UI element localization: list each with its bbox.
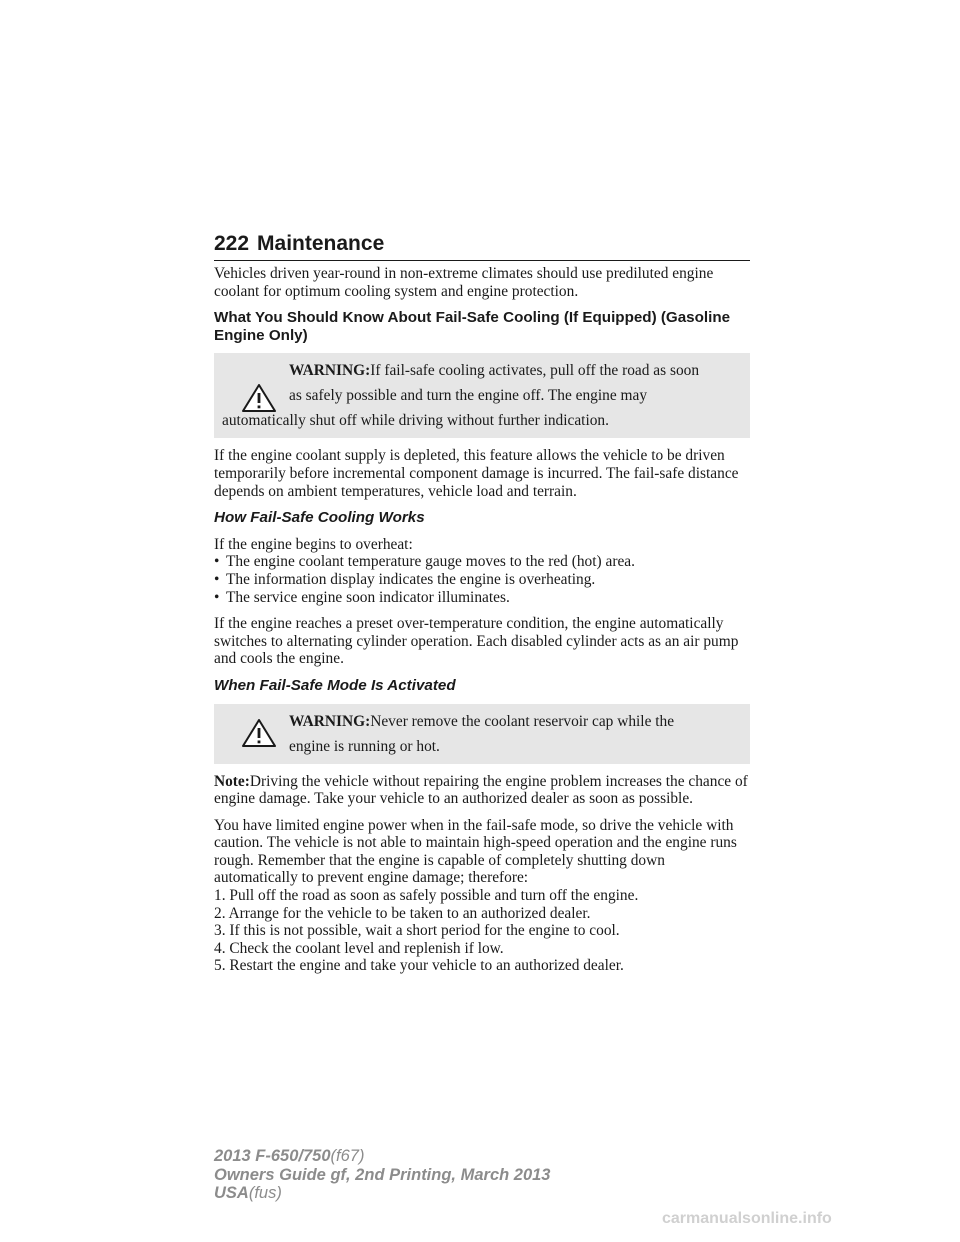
list-item: 4. Check the coolant level and replenish if low. xyxy=(214,939,504,957)
footer-model-code: (f67) xyxy=(330,1147,365,1165)
warning-text-line1: If fail-safe cooling activates, pull off the road as soon xyxy=(370,362,700,380)
warning-box-failsafe xyxy=(214,353,750,438)
note-text: Driving the vehicle without repairing the engine problem increases the chance of engine damage. Take your vehicle to an authorized dealer as soon as possible. xyxy=(214,772,748,808)
overheat-list xyxy=(214,553,750,606)
heading-mode-activated: When Fail-Safe Mode Is Activated xyxy=(214,676,456,694)
note-paragraph xyxy=(214,773,750,808)
list-item: • The service engine soon indicator illuminates. xyxy=(214,588,510,606)
steps-list xyxy=(214,887,750,975)
intro-paragraph: Vehicles driven year-round in non-extreme climates should use prediluted engine coolant for optimum cooling system and engine protection. xyxy=(214,265,714,300)
paragraph-preset: If the engine reaches a preset over-temperature condition, the engine automatically switches to alternating cylinder operation. Each disabled cylinder acts as an air pump and cools the engine. xyxy=(214,615,739,668)
warning-text-line2: as safely possible and turn the engine off. The engine may xyxy=(289,387,648,405)
warning-text-line1: Never remove the coolant reservoir cap while the xyxy=(370,712,675,730)
warning-label: WARNING: xyxy=(289,362,371,380)
manual-page xyxy=(214,232,750,984)
list-item: • The information display indicates the engine is overheating. xyxy=(214,570,596,588)
list-item: 5. Restart the engine and take your vehicle to an authorized dealer. xyxy=(214,957,624,975)
warning-triangle-icon xyxy=(241,383,277,413)
overheat-intro: If the engine begins to overheat: xyxy=(214,535,413,553)
footer-guide: Owners Guide gf, 2nd Printing, March 2013 xyxy=(214,1165,551,1184)
warning-text-line2: engine is running or hot. xyxy=(289,737,440,755)
footer-region-code: (fus) xyxy=(248,1184,282,1202)
note-label: Note: xyxy=(214,772,250,790)
warning-box-reservoir xyxy=(214,704,750,764)
page-footer xyxy=(214,1147,551,1203)
paragraph-depleted: If the engine coolant supply is depleted, this feature allows the vehicle to be driven temporarily before incremental component damage is incurred. The fail-safe distance depends on ambient temperatures, vehicle load and terrain. xyxy=(214,447,739,500)
paragraph-limited-power: You have limited engine power when in the fail-safe mode, so drive the vehicle with caution. The vehicle is not able to maintain high-speed operation and the engine runs rough. Remember that the engine is capable of completely shutting down automatically to prevent engine damage; therefore: xyxy=(214,816,737,887)
warning-triangle-icon xyxy=(241,718,277,748)
heading-how-it-works: How Fail-Safe Cooling Works xyxy=(214,509,425,527)
warning-text-line3: automatically shut off while driving without further indication. xyxy=(222,412,609,430)
footer-region: USA xyxy=(214,1184,249,1202)
section-title: Maintenance xyxy=(257,232,385,255)
list-item: 3. If this is not possible, wait a short period for the engine to cool. xyxy=(214,922,620,940)
list-item: • The engine coolant temperature gauge moves to the red (hot) area. xyxy=(214,553,635,571)
heading-failsafe: What You Should Know About Fail-Safe Cooling (If Equipped) (Gasoline Engine Only) xyxy=(214,309,731,344)
page-header xyxy=(214,232,750,261)
footer-model: 2013 F-650/750 xyxy=(214,1147,331,1165)
list-item: 1. Pull off the road as soon as safely possible and turn off the engine. xyxy=(214,887,639,905)
page-number: 222 xyxy=(214,232,250,255)
warning-label: WARNING: xyxy=(289,712,371,730)
list-item: 2. Arrange for the vehicle to be taken to an authorized dealer. xyxy=(214,904,591,922)
watermark: carmanualsonline.info xyxy=(662,1210,832,1227)
